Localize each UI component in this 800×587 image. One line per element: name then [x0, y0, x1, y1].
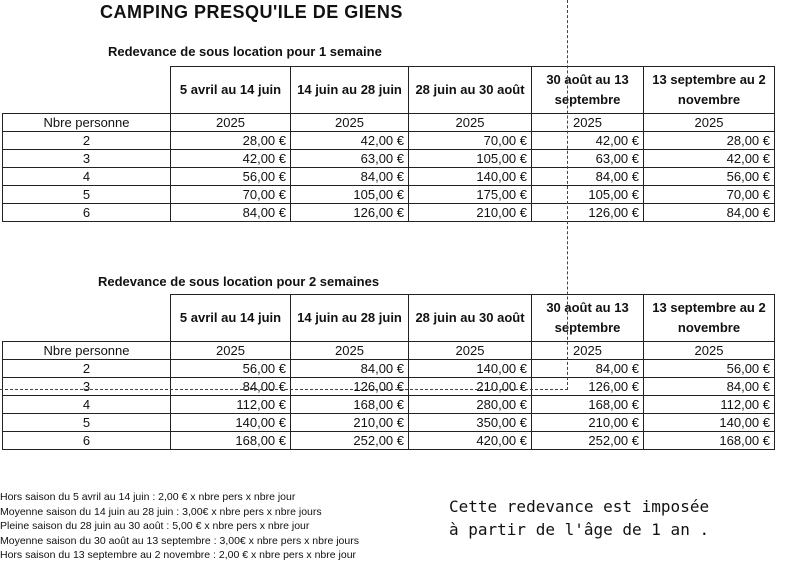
- price-cell: 210,00 €: [291, 414, 409, 432]
- year-cell: 2025: [644, 342, 775, 360]
- period-header: 30 août au 13 septembre: [532, 67, 644, 114]
- callout-line: à partir de l'âge de 1 an .: [449, 520, 710, 539]
- price-cell: 84,00 €: [532, 168, 644, 186]
- price-cell: 175,00 €: [409, 186, 532, 204]
- table-1-subtitle: Redevance de sous location pour 1 semaine: [108, 44, 382, 59]
- price-cell: 63,00 €: [291, 150, 409, 168]
- blank-cell: [3, 295, 171, 342]
- table-header-row: [3, 295, 775, 342]
- table-row: [3, 396, 775, 414]
- persons-cell: 6: [3, 432, 171, 450]
- price-cell: 168,00 €: [644, 432, 775, 450]
- price-cell: 210,00 €: [409, 378, 532, 396]
- price-cell: 140,00 €: [644, 414, 775, 432]
- period-header: 30 août au 13 septembre: [532, 295, 644, 342]
- persons-cell: 3: [3, 378, 171, 396]
- year-cell: 2025: [532, 114, 644, 132]
- price-cell: 350,00 €: [409, 414, 532, 432]
- price-cell: 105,00 €: [532, 186, 644, 204]
- price-cell: 84,00 €: [532, 360, 644, 378]
- price-cell: 140,00 €: [409, 168, 532, 186]
- pricing-table-1week: [2, 66, 775, 222]
- price-cell: 63,00 €: [532, 150, 644, 168]
- price-cell: 140,00 €: [409, 360, 532, 378]
- persons-cell: 2: [3, 132, 171, 150]
- price-cell: 84,00 €: [291, 168, 409, 186]
- year-cell: 2025: [291, 342, 409, 360]
- period-header: 28 juin au 30 août: [409, 67, 532, 114]
- price-cell: 42,00 €: [644, 150, 775, 168]
- pricing-table-2weeks: [2, 294, 775, 450]
- year-cell: 2025: [644, 114, 775, 132]
- table-row: [3, 132, 775, 150]
- price-cell: 70,00 €: [409, 132, 532, 150]
- year-cell: 2025: [291, 114, 409, 132]
- persons-cell: 3: [3, 150, 171, 168]
- table-row: [3, 150, 775, 168]
- table-row: [3, 378, 775, 396]
- table-header-row: [3, 67, 775, 114]
- price-cell: 70,00 €: [644, 186, 775, 204]
- period-header: 5 avril au 14 juin: [171, 67, 291, 114]
- row-header-label: Nbre personne: [3, 342, 171, 360]
- price-cell: 70,00 €: [171, 186, 291, 204]
- persons-cell: 2: [3, 360, 171, 378]
- price-cell: 105,00 €: [291, 186, 409, 204]
- price-cell: 126,00 €: [291, 378, 409, 396]
- price-cell: 112,00 €: [644, 396, 775, 414]
- price-cell: 105,00 €: [409, 150, 532, 168]
- note-line: Hors saison du 13 septembre au 2 novembre : 2,00 € x nbre pers x nbre jour: [0, 549, 357, 561]
- persons-cell: 5: [3, 414, 171, 432]
- price-cell: 168,00 €: [171, 432, 291, 450]
- table-row: [3, 204, 775, 222]
- year-row: [3, 114, 775, 132]
- blank-cell: [3, 67, 171, 114]
- price-cell: 252,00 €: [291, 432, 409, 450]
- season-notes: [0, 490, 359, 563]
- period-header: 5 avril au 14 juin: [171, 295, 291, 342]
- scan-dashed-line-vertical: [567, 0, 568, 390]
- age-callout: [449, 495, 794, 541]
- price-cell: 28,00 €: [644, 132, 775, 150]
- period-header: 14 juin au 28 juin: [291, 67, 409, 114]
- price-cell: 28,00 €: [171, 132, 291, 150]
- year-cell: 2025: [409, 114, 532, 132]
- price-cell: 42,00 €: [532, 132, 644, 150]
- persons-cell: 4: [3, 396, 171, 414]
- period-header: 13 septembre au 2 novembre: [644, 67, 775, 114]
- price-cell: 126,00 €: [532, 204, 644, 222]
- note-line: Hors saison du 5 avril au 14 juin : 2,00 € x nbre pers x nbre jour: [0, 491, 296, 503]
- year-cell: 2025: [409, 342, 532, 360]
- period-header: 13 septembre au 2 novembre: [644, 295, 775, 342]
- price-cell: 56,00 €: [171, 168, 291, 186]
- row-header-label: Nbre personne: [3, 114, 171, 132]
- price-cell: 280,00 €: [409, 396, 532, 414]
- price-cell: 420,00 €: [409, 432, 532, 450]
- table-row: [3, 186, 775, 204]
- page-title: CAMPING PRESQU'ILE DE GIENS: [100, 2, 403, 22]
- price-cell: 56,00 €: [644, 168, 775, 186]
- price-cell: 84,00 €: [171, 378, 291, 396]
- table-row: [3, 168, 775, 186]
- year-cell: 2025: [171, 342, 291, 360]
- note-line: Moyenne saison du 30 août au 13 septembre : 3,00€ x nbre pers x nbre jours: [0, 534, 359, 547]
- price-cell: 84,00 €: [291, 360, 409, 378]
- scan-dashed-line-horizontal: [0, 389, 568, 390]
- price-cell: 126,00 €: [291, 204, 409, 222]
- price-cell: 168,00 €: [532, 396, 644, 414]
- table-2-subtitle: Redevance de sous location pour 2 semaines: [98, 274, 380, 289]
- table-row: [3, 414, 775, 432]
- price-cell: 56,00 €: [171, 360, 291, 378]
- price-cell: 84,00 €: [644, 378, 775, 396]
- year-row: [3, 342, 775, 360]
- note-line: Moyenne saison du 14 juin au 28 juin : 3,00€ x nbre pers x nbre jours: [0, 505, 322, 518]
- price-cell: 56,00 €: [644, 360, 775, 378]
- price-cell: 140,00 €: [171, 414, 291, 432]
- period-header: 14 juin au 28 juin: [291, 295, 409, 342]
- price-cell: 210,00 €: [409, 204, 532, 222]
- persons-cell: 5: [3, 186, 171, 204]
- price-cell: 112,00 €: [171, 396, 291, 414]
- table-row: [3, 360, 775, 378]
- period-header: 28 juin au 30 août: [409, 295, 532, 342]
- table-row: [3, 432, 775, 450]
- year-cell: 2025: [171, 114, 291, 132]
- persons-cell: 6: [3, 204, 171, 222]
- price-cell: 252,00 €: [532, 432, 644, 450]
- price-cell: 210,00 €: [532, 414, 644, 432]
- persons-cell: 4: [3, 168, 171, 186]
- price-cell: 42,00 €: [291, 132, 409, 150]
- note-line: Pleine saison du 28 juin au 30 août : 5,00 € x nbre pers x nbre jour: [0, 520, 310, 532]
- price-cell: 84,00 €: [644, 204, 775, 222]
- callout-line: Cette redevance est imposée: [449, 497, 710, 516]
- price-cell: 84,00 €: [171, 204, 291, 222]
- price-cell: 42,00 €: [171, 150, 291, 168]
- price-cell: 168,00 €: [291, 396, 409, 414]
- price-cell: 126,00 €: [532, 378, 644, 396]
- year-cell: 2025: [532, 342, 644, 360]
